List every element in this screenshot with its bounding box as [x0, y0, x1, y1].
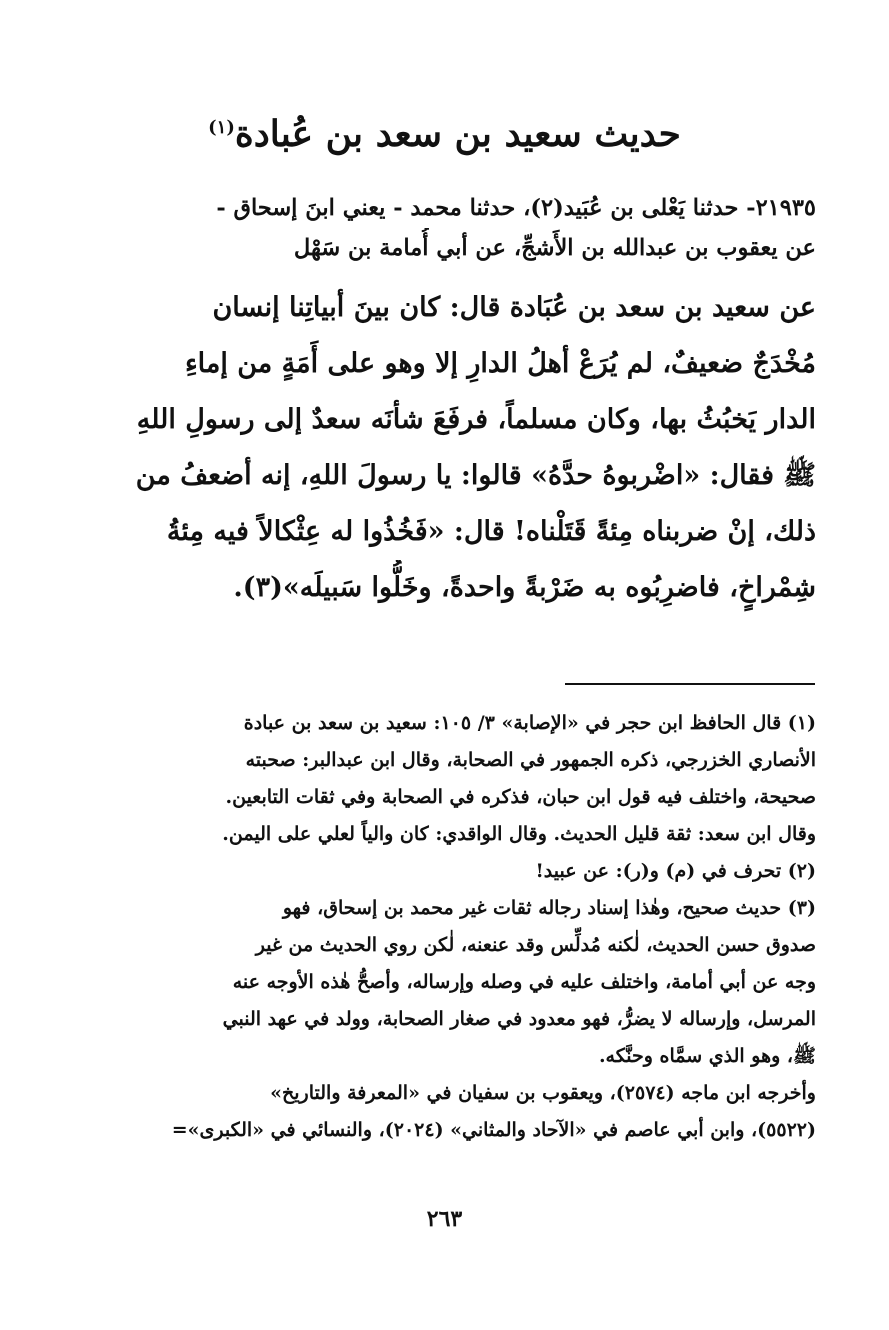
page-number: ٢٦٣	[426, 1206, 463, 1232]
footnote-line: وقال ابن سعد: ثقة قليل الحديث. وقال الواقدي: كان والياً لعلي على اليمن.	[222, 823, 816, 845]
footnote-line: الأنصاري الخزرجي، ذكره الجمهور في الصحابة، وقال ابن عبدالبر: صحبته	[245, 749, 816, 771]
footnote-separator	[565, 683, 815, 685]
isnad-line: ٢١٩٣٥- حدثنا يَعْلى بن عُبَيد(٢)، حدثنا محمد - يعني ابنَ إسحاق -	[216, 195, 816, 221]
hadith-text	[96, 280, 816, 616]
matn-line: ذلك، إنْ ضربناه مِئةً قَتَلْناه! قال: «فَخُذُوا له عِثْكالاً فيه مِئةُ	[166, 516, 816, 547]
matn-line: مُخْدَجٌ ضعيفٌ، لم يُرَعْ أهلُ الدارِ إلا وهو على أَمَةٍ من إماءِ	[184, 348, 816, 379]
footnote-marker: (١)	[208, 117, 235, 138]
footnote-line: وأخرجه ابن ماجه (٢٥٧٤)، ويعقوب بن سفيان في «المعرفة والتاريخ»	[270, 1082, 816, 1104]
section-title-text: حديث سعيد بن سعد بن عُبادة	[234, 113, 681, 155]
footnote-line: المرسل، وإرساله لا يضرُّ، فهو معدود في صغار الصحابة، وولد في عهد النبي	[222, 1008, 816, 1030]
matn-line: شِمْراخٍ، فاضرِبُوه به ضَرْبةً واحدةً، وخَلُّوا سَبيلَه»(٣).	[233, 572, 816, 603]
matn-line: ﷺ فقال: «اضْربوهُ حدَّهُ» قالوا: يا رسولَ اللهِ، إنه أضعفُ من	[135, 460, 816, 491]
footnote-line: (٣) حديث صحيح، وهٰذا إسناد رجاله ثقات غير محمد بن إسحاق، فهو	[282, 897, 816, 919]
hadith-isnad	[96, 188, 816, 268]
footnote-line: ﷺ، وهو الذي سمَّاه وحنَّكه.	[598, 1045, 816, 1067]
footnotes	[96, 705, 816, 1149]
footnote-line: وجه عن أبي أمامة، واختلف عليه في وصله وإرساله، وأصحُّ هٰذه الأوجه عنه	[232, 971, 816, 993]
section-title	[0, 100, 889, 162]
isnad-line: عن يعقوب بن عبدالله بن الأَشجِّ، عن أبي أُمامة بن سَهْل	[293, 235, 816, 261]
matn-line: الدار يَخبُثُ بها، وكان مسلماً، فرفَعَ شأنَه سعدٌ إلى رسولِ اللهِ	[136, 404, 816, 435]
footnote-line: (١) قال الحافظ ابن حجر في «الإصابة» ٣/ ١٠٥: سعيد بن سعد بن عبادة	[243, 712, 816, 734]
footnote-line: صحيحة، واختلف فيه قول ابن حبان، فذكره في الصحابة وفي ثقات التابعين.	[225, 786, 816, 808]
matn-line: عن سعيد بن سعد بن عُبَادة قال: كان بينَ أبياتِنا إنسان	[212, 292, 816, 323]
footnote-line: (٥٥٢٢)، وابن أبي عاصم في «الآحاد والمثاني» (٢٠٢٤)، والنسائي في «الكبرى»=	[171, 1119, 816, 1141]
footnote-line: (٢) تحرف في (م) و(ر): عن عبيد!	[535, 860, 816, 882]
footnote-line: صدوق حسن الحديث، لٰكنه مُدلِّس وقد عنعنه، لٰكن روي الحديث من غير	[255, 934, 816, 956]
